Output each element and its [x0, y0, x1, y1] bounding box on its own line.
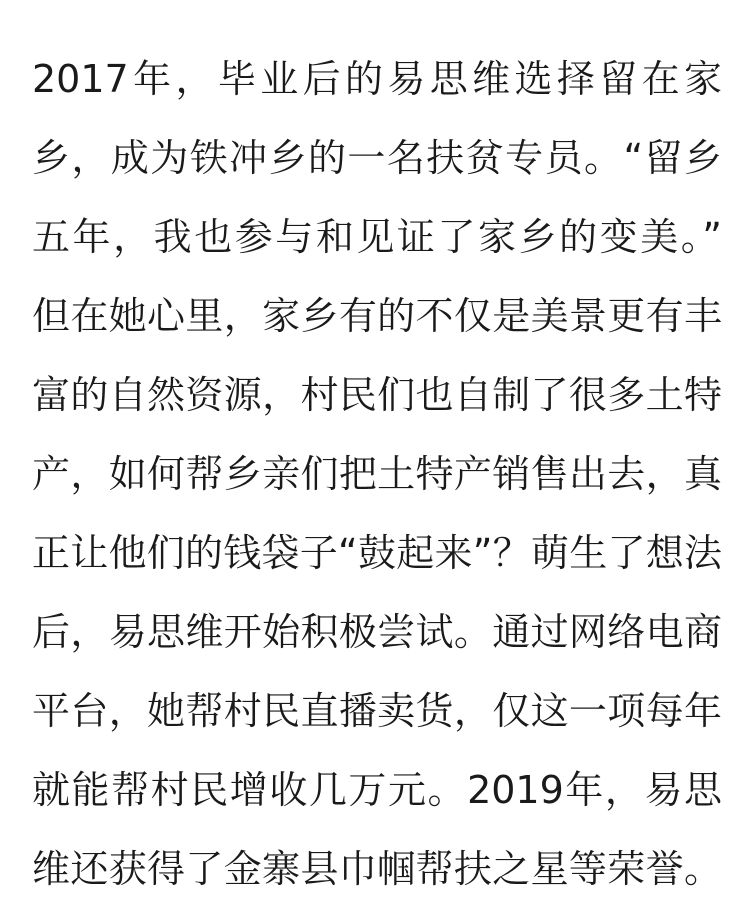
- text-line: 2017年，毕业后的易思维选择留在家: [32, 57, 722, 101]
- text-line: 维还获得了金寨县巾帼帮扶之星等荣誉。: [32, 847, 722, 891]
- text-line: 产，如何帮乡亲们把土特产销售出去，真: [32, 452, 722, 496]
- text-line: 富的自然资源，村民们也自制了很多土特: [32, 373, 722, 417]
- text-line: 乡，成为铁冲乡的一名扶贫专员。“留乡: [32, 136, 722, 180]
- text-line: 正让他们的钱袋子“鼓起来”？萌生了想法: [32, 531, 722, 575]
- text-line: 五年，我也参与和见证了家乡的变美。”: [32, 215, 722, 259]
- text-line: 就能帮村民增收几万元。2019年，易思: [32, 768, 722, 812]
- text-line: 但在她心里，家乡有的不仅是美景更有丰: [32, 294, 722, 338]
- text-line: 后，易思维开始积极尝试。通过网络电商: [32, 610, 722, 654]
- text-line: 平台，她帮村民直播卖货，仅这一项每年: [32, 689, 722, 733]
- article-paragraph: [32, 40, 722, 909]
